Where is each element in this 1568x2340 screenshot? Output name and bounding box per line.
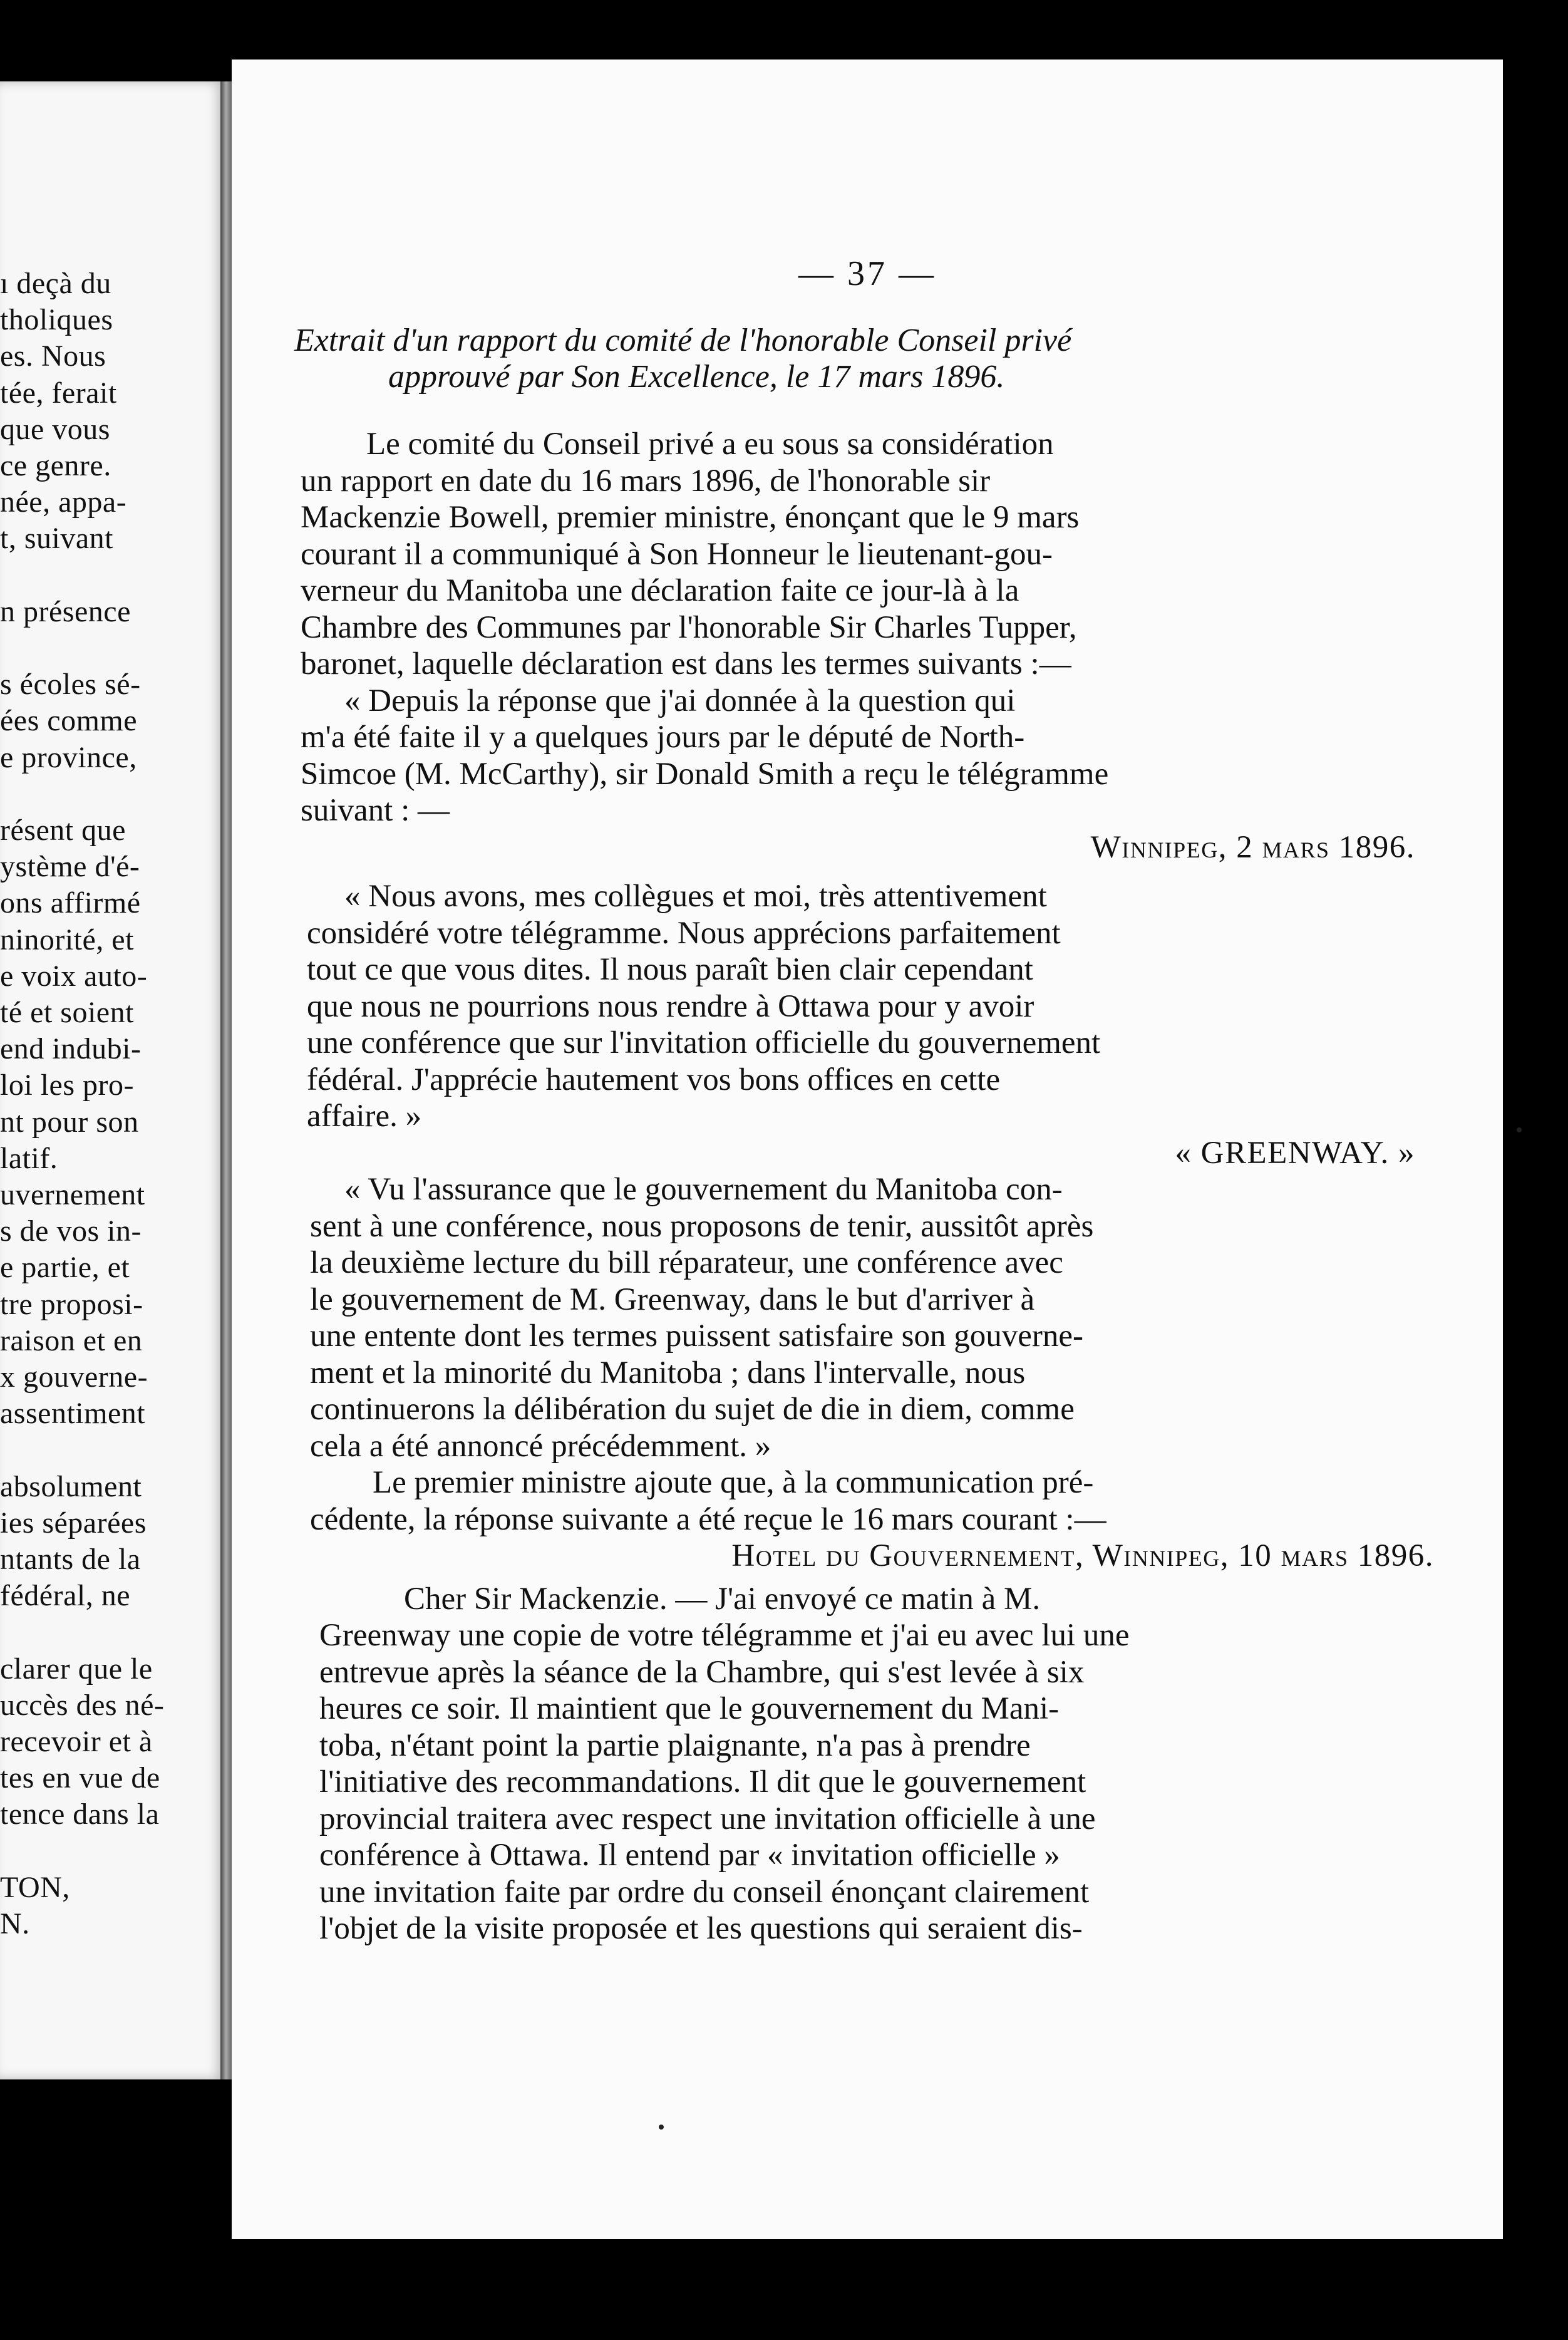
facing-page-line: fédéral, ne [0, 1579, 131, 1613]
facing-page-line: ies séparées [0, 1506, 147, 1540]
para6-line: Greenway une copie de votre télégramme et j'ai eu avec lui une [319, 1618, 1130, 1653]
scan-speck [659, 2125, 664, 2130]
para3-line: que nous ne pourrions nous rendre à Ottawa pour y avoir [307, 988, 1034, 1024]
para6-line: provincial traitera avec respect une invitation officielle à une [319, 1801, 1096, 1836]
para6-line: une invitation faite par ordre du conseil énonçant clairement [319, 1874, 1090, 1910]
facing-page-line: nt pour son [0, 1105, 139, 1139]
facing-page-line: assentiment [0, 1397, 146, 1431]
facing-page-line: recevoir et à [0, 1725, 153, 1758]
facing-page-line: résent que [0, 814, 126, 847]
para3-line: considéré votre télégramme. Nous apprécions parfaitement [307, 915, 1061, 951]
facing-page-line: ystème d'é- [0, 850, 140, 884]
para4-line: la deuxième lecture du bill réparateur, une conférence avec [310, 1245, 1063, 1280]
facing-page-line: tholiques [0, 303, 113, 337]
facing-page-line: uvernement [0, 1178, 145, 1211]
para6-line: heures ce soir. Il maintient que le gouvernement du Mani- [319, 1691, 1060, 1726]
para1-line: verneur du Manitoba une déclaration faite ce jour-là à la [301, 573, 1019, 608]
para6-line: l'initiative des recommandations. Il dit que le gouvernement [319, 1764, 1086, 1799]
facing-page-line: end indubi- [0, 1032, 142, 1066]
para5-line: Le premier ministre ajoute que, à la communication pré- [373, 1465, 1094, 1500]
facing-page-line: ntants de la [0, 1543, 141, 1576]
facing-page-line: absolument [0, 1469, 142, 1503]
para6-line: toba, n'étant point la partie plaignante, n'a pas à prendre [319, 1727, 1031, 1763]
para3-line: une conférence que sur l'invitation officielle du gouvernement [307, 1025, 1101, 1060]
facing-page-line: ninorité, et [0, 923, 134, 956]
document-page [232, 60, 1503, 2239]
facing-page-line: n présence [0, 594, 131, 628]
heading-line-1: Extrait d'un rapport du comité de l'honorable Conseil privé [294, 323, 1072, 358]
para3-line: fédéral. J'apprécie hautement vos bons offices en cette [307, 1062, 1001, 1097]
facing-page-line: ı deçà du [0, 267, 111, 300]
facing-page-line: té et soient [0, 996, 134, 1029]
facing-page-line: s de vos in- [0, 1214, 142, 1248]
para1-line: Le comité du Conseil privé a eu sous sa considération [366, 427, 1054, 462]
page-number: — 37 — [798, 254, 936, 293]
para6-line: l'objet de la visite proposée et les questions qui seraient dis- [319, 1911, 1083, 1946]
facing-page-line: s écoles sé- [0, 668, 141, 701]
dateline1-line: Winnipeg, 2 mars 1896. [1090, 829, 1415, 865]
para4-line: continuerons la délibération du sujet de die in diem, comme [310, 1392, 1075, 1427]
facing-page-line: raison et en [0, 1323, 143, 1357]
para5-line: cédente, la réponse suivante a été reçue le 16 mars courant :— [310, 1501, 1106, 1537]
facing-page-line: clarer que le [0, 1652, 153, 1685]
para1-line: un rapport en date du 16 mars 1896, de l'honorable sir [301, 463, 991, 499]
facing-page-line: née, appa- [0, 485, 127, 519]
facing-page-line: e partie, et [0, 1251, 130, 1285]
facing-page-line: ce genre. [0, 449, 111, 482]
dateline2-line: Hotel du Gouvernement, Winnipeg, 10 mars 1896. [731, 1538, 1434, 1573]
facing-page-line: ons affirmé [0, 886, 141, 920]
para6-line: Cher Sir Mackenzie. — J'ai envoyé ce matin à M. [404, 1581, 1041, 1617]
para4-line: sent à une conférence, nous proposons de tenir, aussitôt après [310, 1208, 1094, 1244]
heading-line-2: approuvé par Son Excellence, le 17 mars 1896. [388, 359, 1005, 395]
facing-page-line: tée, ferait [0, 376, 117, 410]
para1-line: baronet, laquelle déclaration est dans les termes suivants :— [301, 646, 1071, 681]
para3-line: « Nous avons, mes collègues et moi, très attentivement [344, 879, 1047, 914]
facing-page-line: tre proposi- [0, 1287, 143, 1321]
facing-page-line: tes en vue de [0, 1761, 160, 1795]
facing-page-line: e province, [0, 740, 137, 774]
para6-line: conférence à Ottawa. Il entend par « invitation officielle » [319, 1838, 1060, 1873]
facing-page-line: TON, [0, 1870, 70, 1904]
page-gutter [220, 81, 232, 2079]
para4-line: « Vu l'assurance que le gouvernement du Manitoba con- [344, 1172, 1063, 1207]
facing-page-line: latif. [0, 1141, 58, 1175]
facing-page-line: loi les pro- [0, 1069, 134, 1102]
facing-page-line: ées comme [0, 704, 138, 738]
para1-line: Chambre des Communes par l'honorable Sir Charles Tupper, [301, 609, 1077, 645]
para1-line: Mackenzie Bowell, premier ministre, énonçant que le 9 mars [301, 500, 1080, 535]
facing-page-line: uccès des né- [0, 1688, 165, 1722]
signature-line: « GREENWAY. » [1175, 1135, 1415, 1171]
facing-page-line: x gouverne- [0, 1360, 148, 1394]
scan-speck [1517, 1127, 1522, 1132]
facing-page-line: t, suivant [0, 522, 113, 556]
para2-line: « Depuis la réponse que j'ai donnée à la question qui [344, 683, 1016, 718]
para4-line: le gouvernement de M. Greenway, dans le but d'arriver à [310, 1281, 1035, 1317]
facing-page-fragment [0, 81, 224, 2079]
para2-line: Simcoe (M. McCarthy), sir Donald Smith a reçu le télégramme [301, 756, 1109, 792]
para2-line: suivant : — [301, 793, 450, 828]
para4-line: cela a été annoncé précédemment. » [310, 1428, 771, 1464]
para3-line: affaire. » [307, 1099, 422, 1134]
para1-line: courant il a communiqué à Son Honneur le lieutenant-gou- [301, 536, 1053, 572]
para2-line: m'a été faite il y a quelques jours par le député de North- [301, 720, 1025, 755]
facing-page-line: N. [0, 1907, 30, 1940]
facing-page-line: es. Nous [0, 339, 106, 373]
para4-line: une entente dont les termes puissent satisfaire son gouverne- [310, 1318, 1083, 1354]
para4-line: ment et la minorité du Manitoba ; dans l'intervalle, nous [310, 1355, 1026, 1390]
para3-line: tout ce que vous dites. Il nous paraît bien clair cependant [307, 952, 1033, 987]
facing-page-line: tence dans la [0, 1798, 160, 1831]
facing-page-line: e voix auto- [0, 959, 148, 993]
facing-page-line: que vous [0, 412, 110, 446]
para6-line: entrevue après la séance de la Chambre, qui s'est levée à six [319, 1654, 1085, 1690]
